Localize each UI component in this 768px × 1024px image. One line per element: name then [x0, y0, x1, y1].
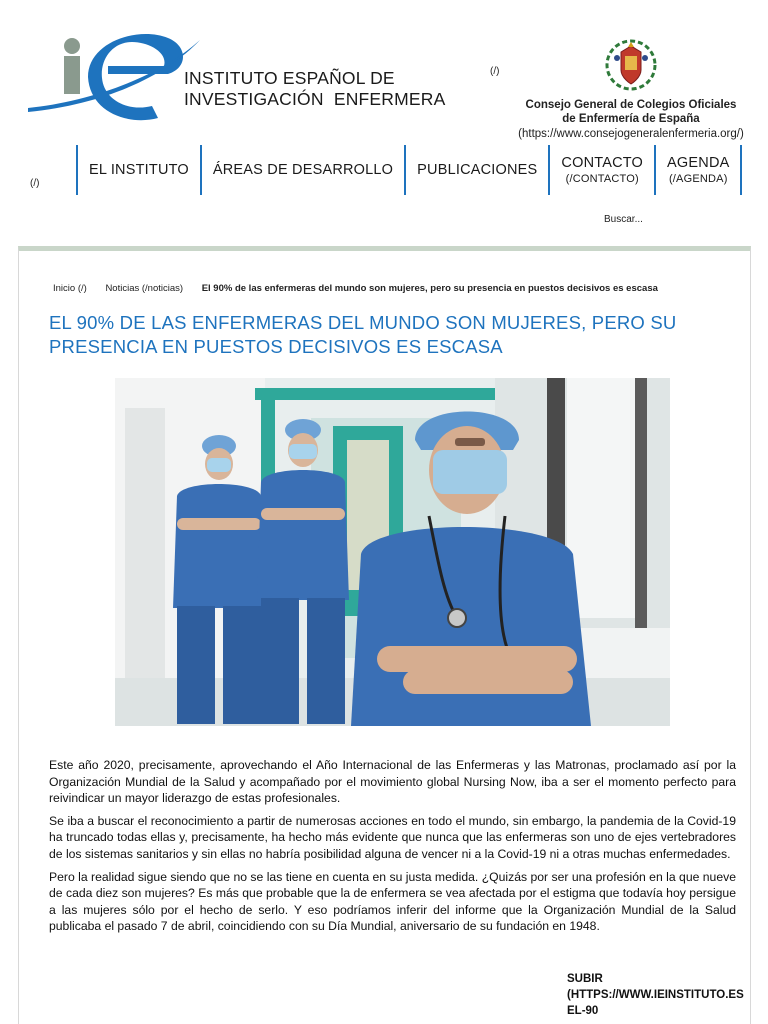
nav-item-agenda[interactable] — [654, 145, 742, 195]
main-nav — [76, 145, 742, 195]
consejo-url: (https://www.consejogeneralenfermeria.org/) — [518, 128, 744, 140]
article-paragraph: Se iba a buscar el reconocimiento a partir de numerosas acciones en todo el mundo, sin embargo, la pandemia de la Covid-19 ha truncado todas ellas y, precisamente, ha hecho más evidente que nunca que las enfermeras son uno de ejes vertebradores de los sistemas sanitarios y sin ellas no habría posibilidad alguna de vencer ni a la Covid-19 ni a otras muchas enfermedades. — [49, 813, 736, 861]
breadcrumb-home[interactable]: Inicio (/) — [53, 283, 87, 294]
breadcrumb-current: El 90% de las enfermeras del mundo son mujeres, pero su presencia en puestos decisivos es escasa — [201, 283, 658, 294]
logo-line2: INVESTIGACIÓN ENFERMERA — [184, 89, 446, 109]
nav-home-link[interactable]: (/) — [30, 178, 40, 189]
logo-i-dot — [64, 38, 80, 54]
consejo-name-line1: Consejo General de Colegios Oficiales — [525, 99, 737, 111]
article-title: EL 90% DE LAS ENFERMERAS DEL MUNDO SON MUJERES, PERO SU PRESENCIA EN PUESTOS DECISIVOS ES ESCASA — [49, 312, 677, 357]
institute-logo[interactable] — [28, 22, 468, 132]
breadcrumb — [53, 283, 674, 294]
nav-item-contacto[interactable] — [548, 145, 654, 195]
nav-item-el-instituto[interactable] — [76, 145, 200, 195]
consejo-seal-icon — [603, 38, 659, 92]
nav-item-areas-de-desarrollo[interactable] — [200, 145, 404, 195]
nav-item-label: ÁREAS DE DESARROLLO — [212, 162, 394, 178]
search-input[interactable]: Buscar... — [604, 214, 643, 225]
subir-label: SUBIR — [567, 973, 603, 985]
article-body — [49, 757, 736, 941]
article-paragraph: Pero la realidad sigue siendo que no se las tiene en cuenta en su justa medida. ¿Quizás por ser una profesión en la que nueve de cada diez son mujeres? Es más que probable que la de enfermera se vea afectada por el estigma que todavía hoy persigue a las mujeres sólo por el hecho de serlo. Y eso podríamos inferir del informe que la Organización Mundial de la Salud publicaba el pasado 7 de abril, coincidiendo con su Día Mundial, aniversario de su fundación en 1948. — [49, 869, 736, 934]
logo-e-shape — [88, 34, 183, 120]
nav-item-label: PUBLICACIONES — [417, 162, 538, 178]
nurses-photo — [115, 378, 670, 726]
breadcrumb-news[interactable]: Noticias (/noticias) — [105, 283, 184, 294]
logo-line1: INSTITUTO ESPAÑOL DE — [184, 68, 395, 88]
nav-item-publicaciones[interactable] — [404, 145, 548, 195]
nav-item-label: EL INSTITUTO — [89, 162, 189, 178]
logo-text — [184, 68, 446, 110]
nav-item-sub: (/AGENDA) — [668, 173, 728, 185]
consejo-name-line2: de Enfermería de España — [562, 113, 700, 125]
back-to-top-link[interactable] — [567, 971, 744, 1019]
article-paragraph: Este año 2020, precisamente, aprovechando el Año Internacional de las Enfermeras y las Matronas, proclamado así por la Organización Mundial de la Salud y acompañado por el movimiento global Nursing Now, iba a ser el momento perfecto para reivindicar un mayor liderazgo de estas profesionales. — [49, 758, 736, 806]
subir-url: (HTTPS://WWW.IEINSTITUTO.ES — [567, 989, 744, 1001]
nav-item-label: AGENDA — [667, 155, 730, 171]
nav-item-label: CONTACTO — [561, 155, 644, 171]
consejo-link[interactable] — [506, 38, 756, 140]
subir-url-tail: EL-90 — [567, 1005, 599, 1017]
article-container — [18, 246, 751, 1024]
nurses-illustration — [115, 378, 670, 726]
logo-i-stem — [64, 56, 80, 94]
home-link[interactable]: (/) — [490, 66, 500, 77]
nav-item-sub: (/CONTACTO) — [565, 173, 639, 185]
